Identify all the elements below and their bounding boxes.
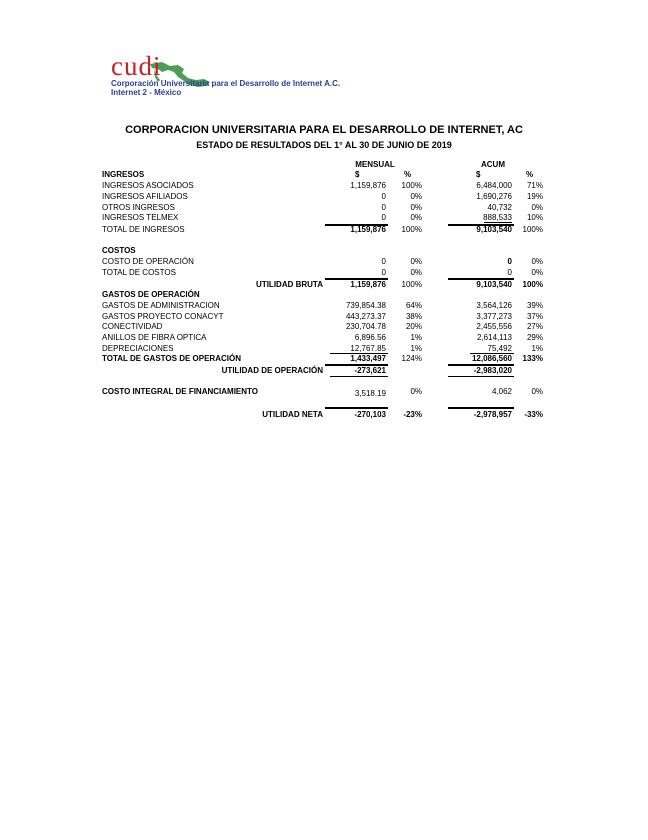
row-mensual: 1,159,876 (350, 181, 386, 190)
row-mensual: 0 (381, 268, 386, 277)
row-mensual: 6,896.56 (354, 333, 386, 342)
row-acum: 2,614,113 (477, 333, 512, 342)
header-mensual-currency: $ (355, 170, 360, 179)
row-label: GASTOS DE ADMINISTRACION (102, 301, 220, 310)
row-label: INGRESOS ASOCIADOS (102, 181, 194, 190)
row-label: TOTAL DE COSTOS (102, 268, 176, 277)
row-mensual: -270,103 (354, 410, 386, 419)
underline-mensual (330, 376, 388, 377)
row-mensual: 3,518.19 (354, 389, 386, 398)
row-label: INGRESOS TELMEX (102, 213, 179, 222)
subtotal-underline (484, 222, 512, 223)
row-mensual-pct: 100% (401, 225, 422, 234)
header-acum-percent: % (526, 170, 534, 179)
logo-organization-name: Corporación Universitaria para el Desarrollo de Internet A.C. (111, 79, 341, 88)
report-title: CORPORACION UNIVERSITARIA PARA EL DESARROLLO DE INTERNET, AC (125, 124, 523, 136)
row-acum: 0 (507, 257, 512, 266)
row-label: TOTAL DE INGRESOS (102, 225, 185, 234)
row-acum: 0 (507, 268, 512, 277)
total-rule-acum (448, 407, 514, 409)
row-mensual: -273,621 (354, 366, 386, 375)
row-mensual: 0 (381, 257, 386, 266)
row-acum-pct: 0% (531, 257, 543, 266)
section-gastos-title: GASTOS DE OPERACIÓN (102, 290, 200, 299)
row-acum: 3,377,273 (476, 312, 512, 321)
row-mensual: 0 (381, 192, 386, 201)
total-rule-mensual (325, 407, 388, 409)
row-acum: 2,455,556 (476, 322, 512, 331)
row-label: CONECTIVIDAD (102, 322, 163, 331)
row-acum-pct: 27% (526, 322, 543, 331)
row-mensual-pct: 20% (405, 322, 422, 331)
report-subtitle: ESTADO DE RESULTADOS DEL 1° AL 30 DE JUNIO DE 2019 (196, 140, 452, 150)
section-costos-title: COSTOS (102, 246, 136, 255)
row-acum-pct: 0% (531, 203, 543, 212)
row-acum-pct: 0% (531, 387, 543, 396)
row-mensual: 0 (381, 213, 386, 222)
row-acum-pct: 100% (522, 225, 543, 234)
row-acum-pct: -33% (524, 410, 543, 419)
logo-tagline: Internet 2 - México (111, 88, 182, 97)
row-acum: 4,062 (491, 387, 512, 396)
row-acum: 3,564,126 (476, 301, 512, 310)
row-mensual-pct: 0% (410, 192, 422, 201)
row-label: UTILIDAD DE OPERACIÓN (221, 366, 323, 375)
underline-acum (448, 376, 514, 377)
cudi-logo (108, 52, 368, 102)
row-mensual: 1,159,876 (350, 280, 386, 289)
row-label: ANILLOS DE FIBRA OPTICA (102, 333, 207, 342)
row-label: UTILIDAD NETA (262, 410, 323, 419)
row-label: OTROS INGRESOS (102, 203, 175, 212)
header-mensual-percent: % (404, 170, 412, 179)
row-label: COSTO INTEGRAL DE FINANCIAMIENTO (102, 387, 259, 396)
row-acum-pct: 100% (522, 280, 543, 289)
row-mensual-pct: 0% (410, 213, 422, 222)
row-acum: 888,533 (483, 213, 512, 222)
row-acum: 9,103,540 (476, 280, 512, 289)
row-label: INGRESOS AFILIADOS (102, 192, 188, 201)
row-label: DEPRECIACIONES (102, 344, 174, 353)
logo-wordmark: cudi (111, 51, 162, 81)
row-acum-pct: 29% (526, 333, 543, 342)
row-mensual-pct: 124% (401, 354, 422, 363)
row-mensual: 0 (381, 203, 386, 212)
row-mensual-pct: 38% (405, 312, 422, 321)
row-mensual-pct: -23% (403, 410, 422, 419)
row-acum-pct: 10% (526, 213, 543, 222)
row-acum-pct: 19% (526, 192, 543, 201)
row-acum: -2,983,020 (473, 366, 512, 375)
row-mensual-pct: 1% (410, 344, 422, 353)
row-acum: 6,484,000 (476, 181, 512, 190)
row-mensual-pct: 0% (410, 257, 422, 266)
row-mensual: 739,854.38 (345, 301, 386, 310)
row-mensual-pct: 100% (401, 181, 422, 190)
row-acum: 75,492 (487, 344, 512, 353)
row-acum-pct: 0% (531, 268, 543, 277)
row-acum-pct: 71% (526, 181, 543, 190)
row-label: UTILIDAD BRUTA (256, 280, 323, 289)
row-mensual-pct: 0% (410, 387, 422, 396)
row-acum-pct: 37% (526, 312, 543, 321)
row-mensual-pct: 64% (405, 301, 422, 310)
row-mensual: 1,159,876 (350, 225, 386, 234)
row-mensual-pct: 1% (410, 333, 422, 342)
row-mensual: 230,704.78 (345, 322, 386, 331)
row-acum-pct: 39% (526, 301, 543, 310)
row-acum: 9,103,540 (476, 225, 512, 234)
row-mensual: 12,767.85 (350, 344, 386, 353)
row-acum: -2,978,957 (473, 410, 512, 419)
row-mensual-pct: 0% (410, 268, 422, 277)
row-acum-pct: 133% (522, 354, 543, 363)
header-mensual: MENSUAL (355, 160, 395, 169)
header-acum: ACUM (481, 160, 505, 169)
row-label: TOTAL DE GASTOS DE OPERACIÓN (102, 354, 241, 363)
row-label: COSTO DE OPERACIÓN (102, 257, 194, 266)
row-acum: 1,690,276 (476, 192, 512, 201)
section-ingresos-title: INGRESOS (102, 170, 145, 179)
row-label: GASTOS PROYECTO CONACYT (102, 312, 224, 321)
row-mensual-pct: 100% (401, 280, 422, 289)
row-acum: 40,732 (487, 203, 512, 212)
row-mensual-pct: 0% (410, 203, 422, 212)
row-acum: 12,086,560 (471, 354, 512, 363)
header-acum-currency: $ (476, 170, 481, 179)
row-mensual: 443,273.37 (345, 312, 386, 321)
row-mensual: 1,433,497 (350, 354, 386, 363)
row-acum-pct: 1% (531, 344, 543, 353)
